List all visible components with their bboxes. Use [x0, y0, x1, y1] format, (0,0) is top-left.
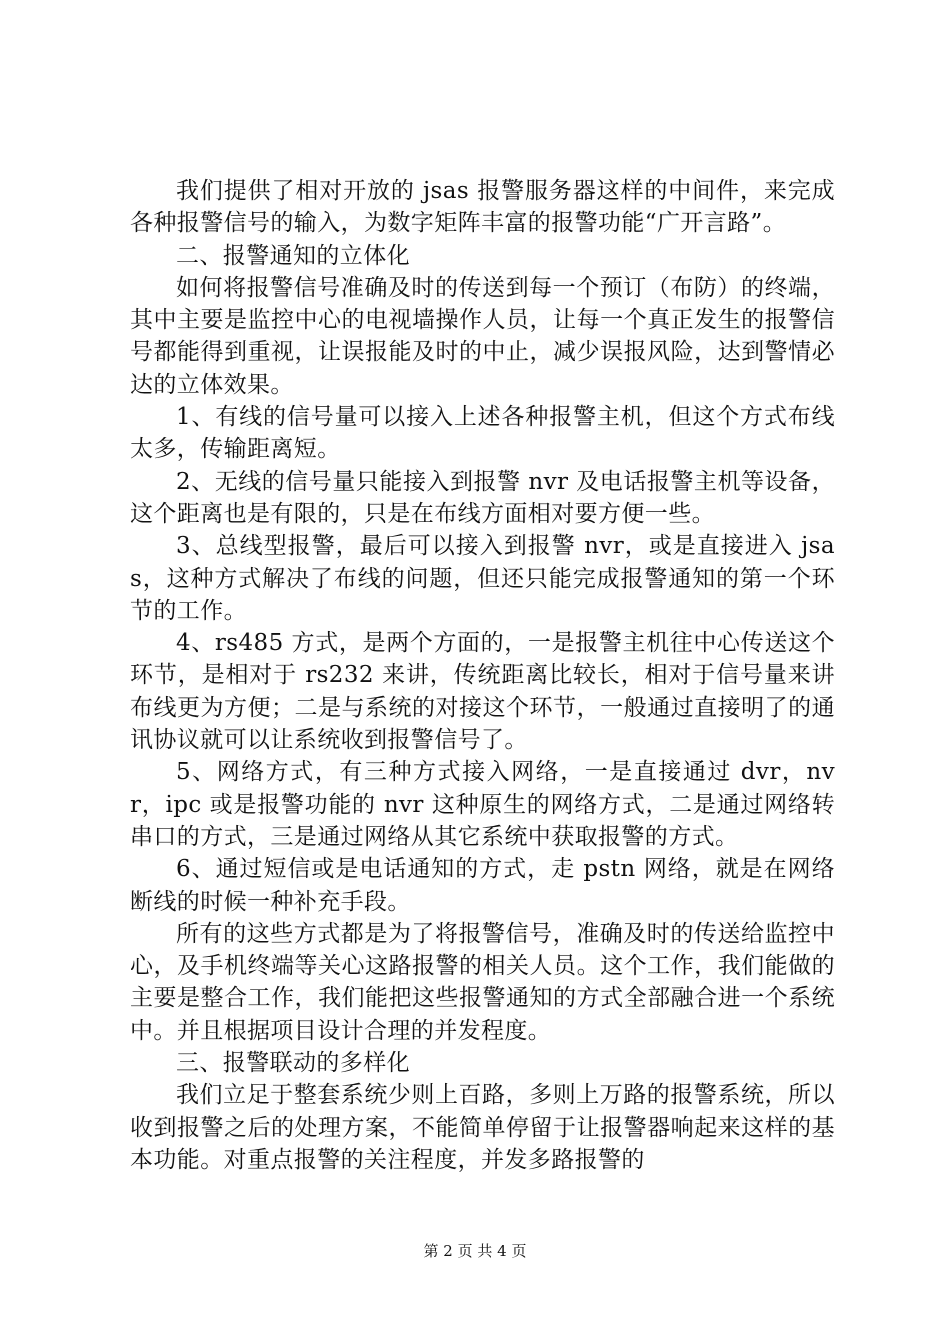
list-item-4: 4、rs485 方式，是两个方面的，一是报警主机往中心传送这个环节，是相对于 rs232 来讲，传统距离比较长，相对于信号量来讲布线更为方便；二是与系统的对接这个环节，一般通过直接明了的通讯协议就可以让系统收到报警信号了。	[130, 630, 835, 754]
list-item-6: 6、通过短信或是电话通知的方式，走 pstn 网络，就是在网络断线的时候一种补充手段。	[130, 856, 835, 915]
paragraph: 如何将报警信号准确及时的传送到每一个预订（布防）的终端，其中主要是监控中心的电视墙操作人员，让每一个真正发生的报警信号都能得到重视，让误报能及时的中止，减少误报风险，达到警情必达的立体效果。	[130, 274, 835, 398]
paragraph-intro: 我们提供了相对开放的 jsas 报警服务器这样的中间件，来完成各种报警信号的输入，为数字矩阵丰富的报警功能“广开言路”。	[130, 178, 835, 237]
page-footer: 第 2 页 共 4 页	[423, 1242, 527, 1260]
list-item-5: 5、网络方式，有三种方式接入网络，一是直接通过 dvr，nvr，ipc 或是报警功能的 nvr 这种原生的网络方式，二是通过网络转串口的方式，三是通过网络从其它系统中获取报警的方式。	[130, 759, 835, 850]
document-body	[130, 175, 835, 1176]
section-heading-2: 二、报警通知的立体化	[176, 242, 410, 269]
paragraph: 我们立足于整套系统少则上百路，多则上万路的报警系统，所以收到报警之后的处理方案，不能简单停留于让报警器响起来这样的基本功能。对重点报警的关注程度，并发多路报警的	[130, 1082, 835, 1173]
paragraph-summary: 所有的这些方式都是为了将报警信号，准确及时的传送给监控中心，及手机终端等关心这路报警的相关人员。这个工作，我们能做的主要是整合工作，我们能把这些报警通知的方式全部融合进一个系统中。并且根据项目设计合理的并发程度。	[130, 920, 835, 1044]
list-item-3: 3、总线型报警，最后可以接入到报警 nvr，或是直接进入 jsas，这种方式解决了布线的问题，但还只能完成报警通知的第一个环节的工作。	[130, 533, 835, 624]
list-item-2: 2、无线的信号量只能接入到报警 nvr 及电话报警主机等设备，这个距离也是有限的，只是在布线方面相对要方便一些。	[130, 468, 835, 527]
section-heading-3: 三、报警联动的多样化	[176, 1050, 410, 1077]
list-item-1: 1、有线的信号量可以接入上述各种报警主机，但这个方式布线太多，传输距离短。	[130, 404, 835, 463]
